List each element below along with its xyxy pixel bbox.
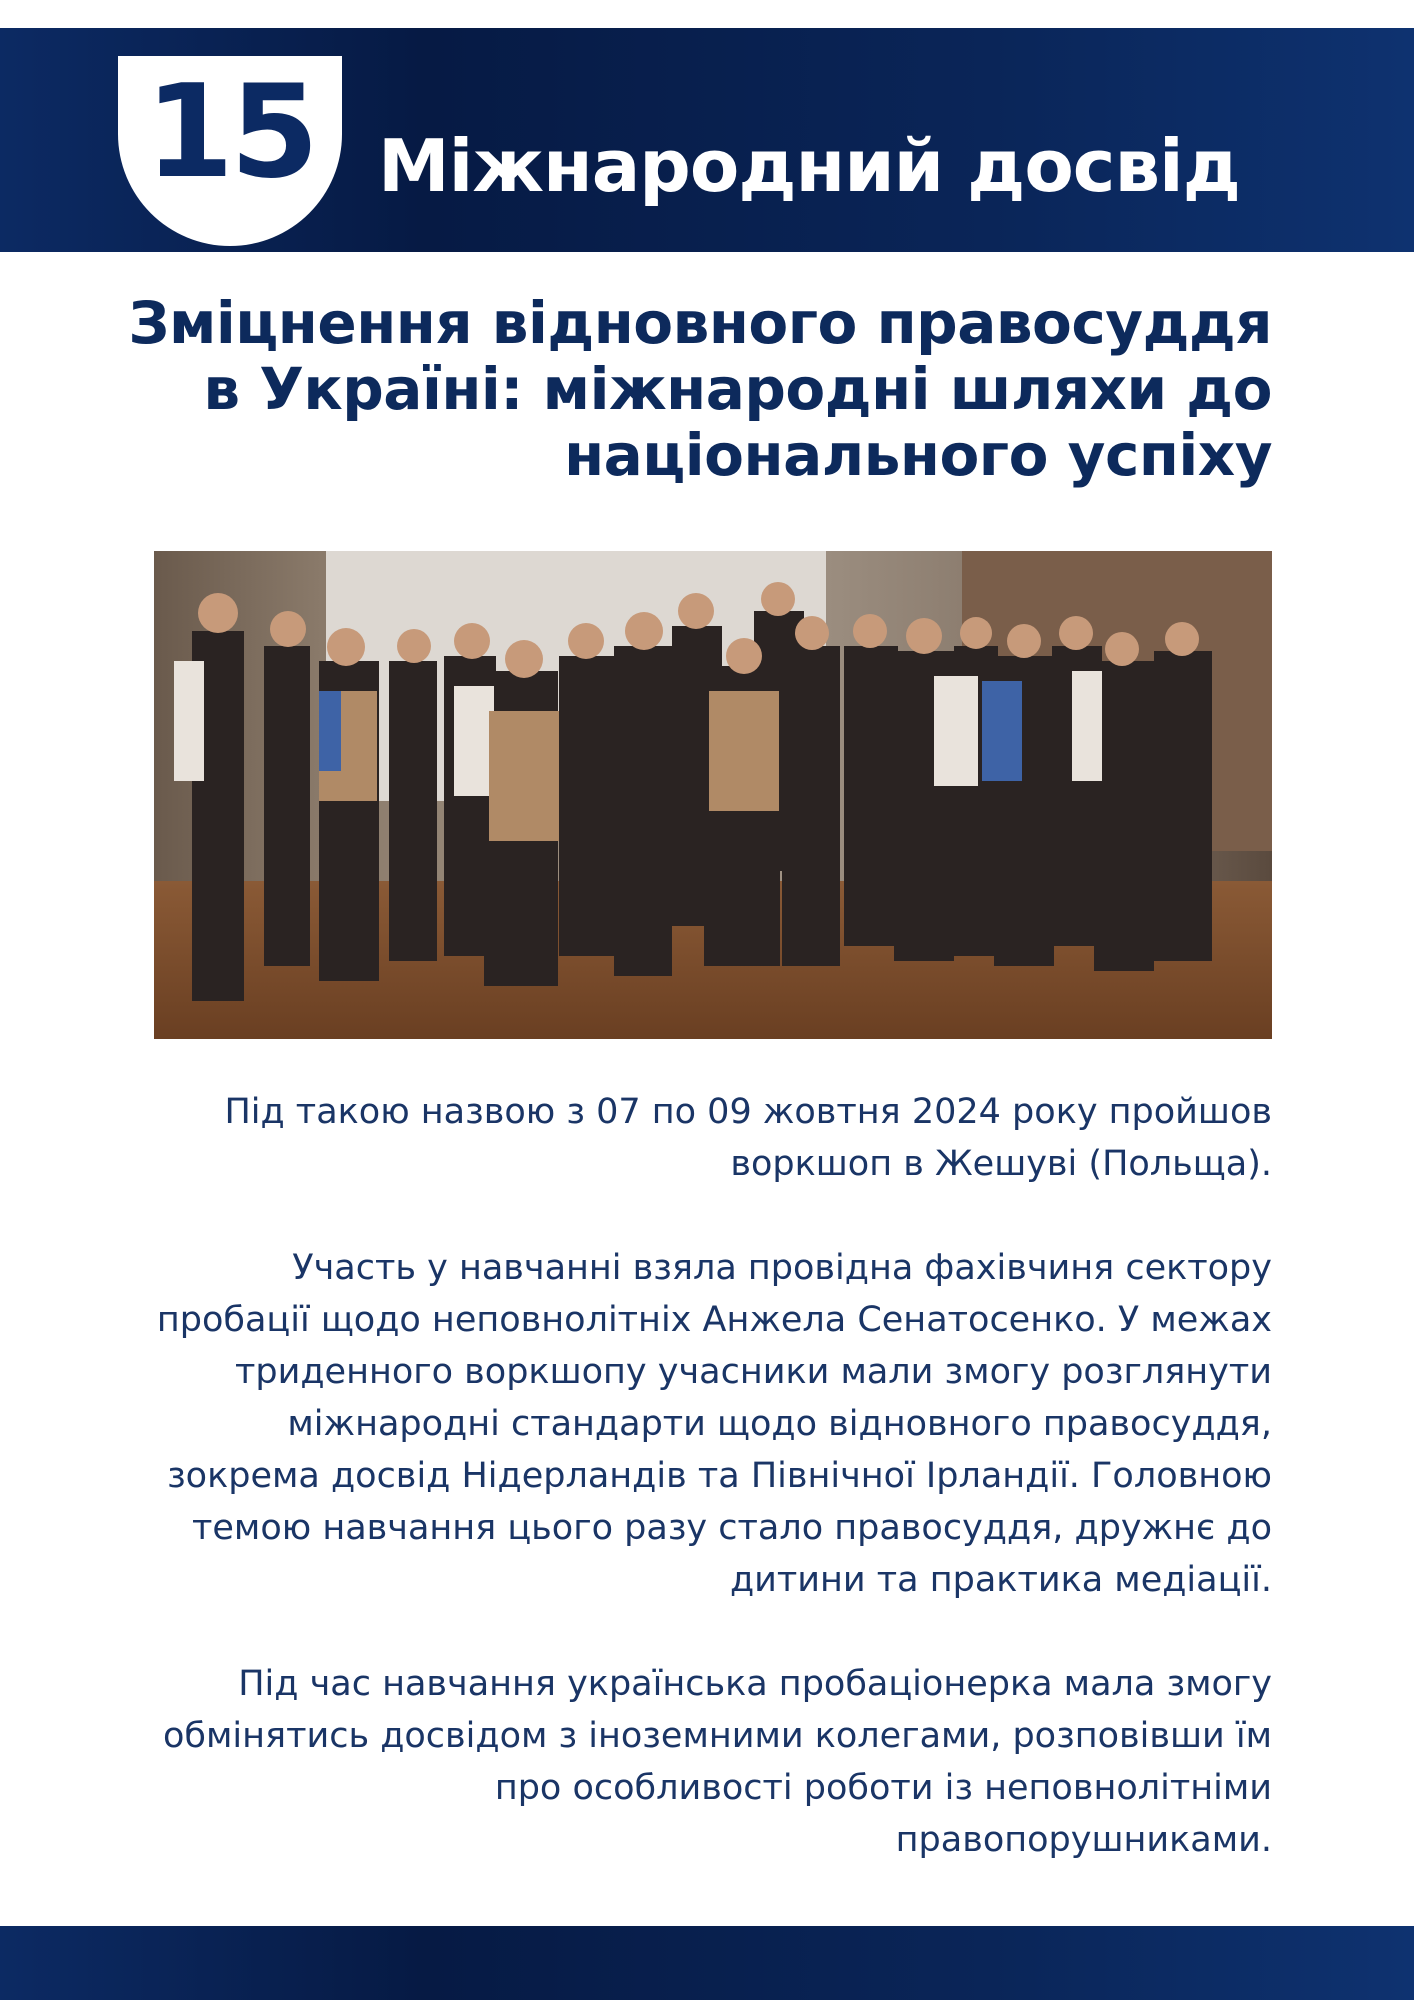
paragraph-2: Участь у навчанні взяла провідна фахівчиня сектору пробації щодо неповнолітніх Анжела Сенатосенко. У межах триденного воркшопу учасники мали змогу розглянути міжнародні стандарти щодо відновного правосуддя, зокрема досвід Нідерландів та Північної Ірландії. Головною темою навчання цього разу стало правосуддя, дружнє до дитини та практика медіації. xyxy=(156,1248,1272,1600)
page-number: 15 xyxy=(144,58,316,207)
paragraph-3: Під час навчання українська пробаціонерка мала змогу обмінятись досвідом з іноземними колегами, розповівши їм про особливості роботи із неповнолітніми правопорушниками. xyxy=(163,1664,1272,1860)
section-title: Міжнародний досвід xyxy=(378,124,1240,208)
headline-line-1: Зміцнення відновного правосуддя xyxy=(128,289,1272,357)
headline-line-2: в Україні: міжнародні шляхи до xyxy=(203,355,1272,423)
page-number-badge xyxy=(118,56,342,246)
footer-banner xyxy=(0,1926,1414,2000)
article-headline xyxy=(112,290,1272,488)
header-banner xyxy=(0,28,1414,252)
paragraph-1: Під такою назвою з 07 по 09 жовтня 2024 року пройшов воркшоп в Жешуві (Польща). xyxy=(224,1092,1272,1184)
article-body xyxy=(132,1086,1272,1918)
group-photo xyxy=(154,551,1272,1039)
headline-line-3: національного успіху xyxy=(564,421,1272,489)
